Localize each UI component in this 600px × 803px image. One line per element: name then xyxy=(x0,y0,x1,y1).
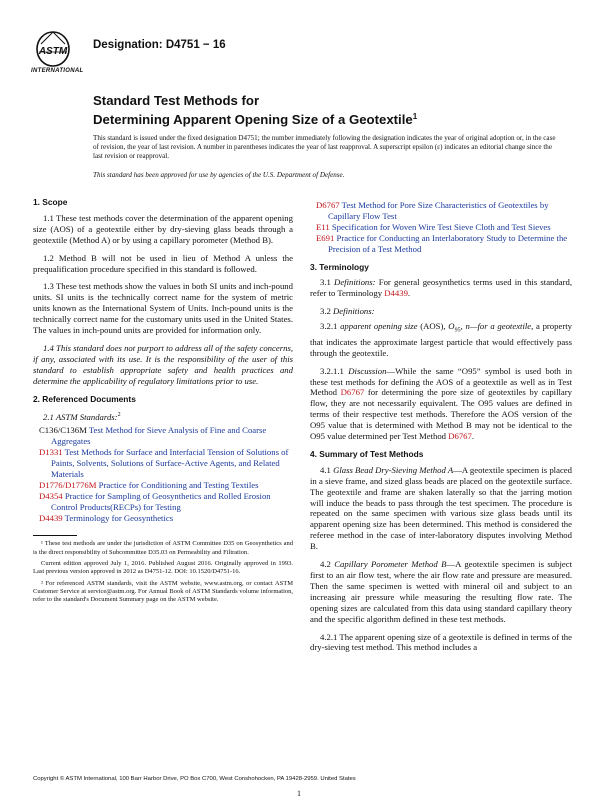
summary-4-2-1: 4.2.1 The apparent opening size of a geotextile is defined in terms of the dry-sieving test method. This method includes a xyxy=(310,631,572,653)
ref-code[interactable]: D6767 xyxy=(316,200,340,210)
terminology-3-2-1-1 xyxy=(310,366,572,442)
para-number: 3.1 xyxy=(320,277,335,288)
para-text: For general geosynthetics terms used in this standard, refer to Terminology xyxy=(310,277,573,299)
dod-approval-note: This standard has been approved for use by agencies of the U.S. Department of Defense. xyxy=(93,171,345,179)
logo-caption: INTERNATIONAL xyxy=(31,68,84,74)
reference-item[interactable] xyxy=(310,200,572,222)
para-italic-lead: Definitions: xyxy=(333,306,375,317)
terminology-3-1 xyxy=(310,277,572,299)
para-number: 3.2 xyxy=(320,306,334,317)
reference-item[interactable] xyxy=(310,233,572,255)
summary-4-1 xyxy=(310,465,572,552)
para-text: . xyxy=(471,431,475,442)
astm-standards-footnote-mark: 2 xyxy=(117,411,121,418)
document-title xyxy=(93,93,563,128)
reference-item[interactable] xyxy=(33,447,293,480)
reference-item[interactable] xyxy=(33,513,293,524)
para-text: , xyxy=(460,321,466,332)
ref-code[interactable]: D1331 xyxy=(39,447,63,458)
title-line-1: Standard Test Methods for xyxy=(93,93,260,108)
para-italic-lead: Glass Bead Dry-Sieving Method A xyxy=(333,464,454,475)
footnote-1: ¹ These test methods are under the jurisdiction of ASTM Committee D35 on Geosynthetics and is the direct responsibility of Subcommittee D35.03 on Permeability and Filtration. xyxy=(33,540,293,556)
copyright-footer: Copyright © ASTM International, 100 Barr Harbor Drive, PO Box C700, West Conshohocken, PA 19428-2959. United States xyxy=(33,776,356,782)
logo-text: ASTM xyxy=(38,46,68,57)
para-text: a property that indicates the approximate largest particle that would effectively pass through the geotextile. xyxy=(310,321,573,358)
link-d6767[interactable]: D6767 xyxy=(448,431,472,442)
ref-title[interactable]: Practice for Sampling of Geosynthetics and Rolled Erosion Control Products(RECPs) for Testing xyxy=(51,490,271,512)
para-number: 4.2 xyxy=(320,559,335,570)
reference-item[interactable] xyxy=(33,425,293,447)
ref-title[interactable]: Specification for Woven Wire Test Sieve Cloth and Test Sieves xyxy=(331,221,551,232)
scope-1-1: 1.1 These test methods cover the determination of the apparent opening size (AOS) of a geotextile either by dry-sieving glass beads through a geotextile (Method A) or by using a capillary porometer (Method B). xyxy=(33,212,293,245)
scope-1-4: 1.4 This standard does not purport to address all of the safety concerns, if any, associated with its use. It is the responsibility of the user of this standard to establish appropriate safety and health practices and determine the applicability of regulatory limitations prior to use. xyxy=(33,342,293,386)
summary-4-2 xyxy=(310,559,572,624)
link-d4439[interactable]: D4439 xyxy=(384,288,408,299)
footnote-edition: Current edition approved July 1, 2016. Published August 2016. Originally approved in 1993. Last previous version approved in 2012 as D4751-12. DOI: 10.1520/D4751-16. xyxy=(33,560,293,576)
title-line-2 xyxy=(93,109,563,128)
symbol-subscript: 95 xyxy=(454,327,461,334)
ref-code[interactable]: D4354 xyxy=(39,490,63,501)
symbol-o: O xyxy=(448,321,455,332)
ref-title[interactable]: Test Method for Sieve Analysis of Fine and Coarse Aggregates xyxy=(51,425,267,447)
para-italic-lead: Capillary Porometer Method B xyxy=(334,559,447,570)
ref-code[interactable]: C136/C136M xyxy=(39,425,87,436)
para-text: for determining the pore size of geotextiles by capillary flow, they are not necessarily equivalent. The O95 values are defined in terms of their respective test methods. Therefore the AOS version of the O95 value that is determined with Method B may not be identical to the O95 value determined per Test Method xyxy=(310,387,572,442)
scope-1-3: 1.3 These test methods show the values in both SI units and inch-pound units. SI units is the technically correct name for the system of metric units known as the International System of Units. Inch-pound units is the technically correct name for the customary units used in the United States. The values in inch-pound units are provided for information only. xyxy=(33,281,293,336)
reference-item[interactable] xyxy=(33,491,293,513)
section-references-heading: 2. Referenced Documents xyxy=(33,393,136,404)
link-d6767[interactable]: D6767 xyxy=(340,387,365,398)
para-text: —A geotextile specimen is placed in a sieve frame, and sized glass beads are placed on the geotextile surface. The geotextile and frame are shaken laterally so that the jarring motion will induce the beads to pass through the test specimen. The procedure is repeated on the same specimen with various size glass beads until its apparent opening size has been determined. This method is considered the referee method in the case of inter-laboratory disputes involving Method B. xyxy=(310,464,572,552)
footnote-2: ² For referenced ASTM standards, visit the ASTM website, www.astm.org, or contact ASTM Customer Service at service@astm.org. For Annual Book of ASTM Standards volume information, refer to the standard's Document Summary page on the ASTM website. xyxy=(33,579,293,604)
left-column xyxy=(33,193,293,608)
scope-1-2: 1.2 Method B will not be used in lieu of Method A unless the prequalification procedure specified in this standard is followed. xyxy=(33,252,293,274)
page-number: 1 xyxy=(297,789,301,798)
ref-title[interactable]: Test Method for Pore Size Characteristics of Geotextiles by Capillary Flow Test xyxy=(328,200,549,221)
astm-standards-subheading xyxy=(33,410,293,423)
right-column xyxy=(310,200,572,660)
ref-code[interactable]: E11 xyxy=(316,221,330,232)
para-italic-lead: Discussion xyxy=(348,365,387,376)
issuance-notice: This standard is issued under the fixed designation D4751; the number immediately following the designation indicates the year of original adoption or, in the case of revision, the year of last revision. A number in parentheses indicates the year of last reapproval. A superscript epsilon (ε) indicates an editorial change since the last revision or reapproval. xyxy=(93,134,556,161)
para-number: 3.2.1.1 xyxy=(320,365,349,376)
term-name: apparent opening size xyxy=(340,321,418,332)
ref-code[interactable]: D1776/D1776M xyxy=(39,479,97,490)
designation: Designation: D4751 − 16 xyxy=(93,39,226,51)
ref-title[interactable]: Practice for Conducting an Interlaboratory Study to Determine the Precision of a Test Method xyxy=(328,232,568,254)
reference-item[interactable] xyxy=(310,222,572,233)
astm-standards-label: 2.1 ASTM Standards: xyxy=(43,411,118,422)
section-scope-heading: 1. Scope xyxy=(33,197,68,207)
title-line-2-text: Determining Apparent Opening Size of a Geotextile xyxy=(93,112,413,127)
section-summary-heading: 4. Summary of Test Methods xyxy=(310,448,424,459)
ref-code[interactable]: D4439 xyxy=(39,512,63,523)
terminology-3-2-1 xyxy=(310,321,572,358)
ref-title[interactable]: Practice for Conditioning and Testing Textiles xyxy=(98,479,259,490)
footnote-rule xyxy=(33,535,77,536)
reference-item[interactable] xyxy=(33,480,293,491)
para-italic-lead: Definitions: xyxy=(334,277,376,288)
para-number: 3.2.1 xyxy=(320,321,341,332)
ref-title[interactable]: Test Methods for Surface and Interfacial Tension of Solutions of Paints, Solvents, Solutions of Surface-Active Agents, and Related Materials xyxy=(51,447,289,479)
ref-code[interactable]: E691 xyxy=(316,232,335,243)
para-text: (AOS), xyxy=(417,321,449,332)
title-footnote-mark: 1 xyxy=(412,112,418,121)
terminology-3-2 xyxy=(310,306,572,317)
section-terminology-heading: 3. Terminology xyxy=(310,261,369,272)
para-text: —A geotextile specimen is subject first to an air flow test, where the air flow rate and pressure are measured. Then the same specimen is wetted with mineral oil and subject to an increasing air pressure while measuring the resulting flow rate. The opening sizes are calculated from this data using standard capillary theory and the specific algorithm defined in these test methods. xyxy=(310,559,572,624)
term-qualifier: n—for a geotextile, xyxy=(465,321,534,332)
para-text: . xyxy=(407,288,411,299)
ref-title[interactable]: Terminology for Geosynthetics xyxy=(64,512,174,523)
para-text: —While the same “O95” symbol is used both in these test methods for defining the AOS of a geotextile as well as in Test Method xyxy=(310,365,573,398)
para-number: 4.1 xyxy=(320,464,334,475)
